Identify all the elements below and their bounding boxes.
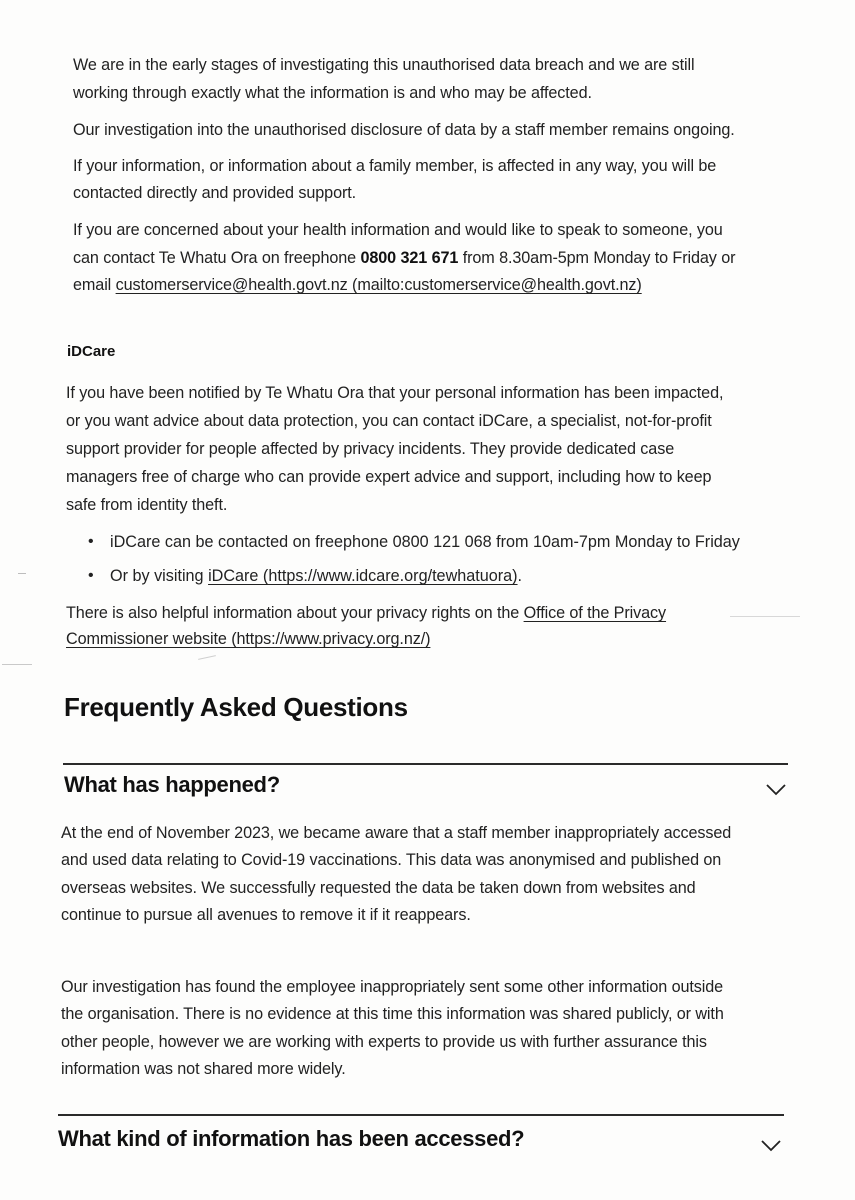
intro-paragraph-3-line-2: contacted directly and provided support. — [73, 184, 357, 202]
intro-paragraph-4-line-2 — [73, 245, 735, 271]
privacy-info-line-2 — [66, 626, 430, 652]
idcare-body-line-3: support provider for people affected by privacy incidents. They provide dedicated case — [66, 440, 675, 458]
contact-text-post: from 8.30am-5pm Monday to Friday or — [458, 249, 736, 267]
intro-paragraph-1-line-2: working through exactly what the information is and who may be affected. — [73, 84, 592, 102]
chevron-down-icon[interactable] — [760, 1139, 782, 1153]
intro-paragraph-3-line-1: If your information, or information about a family member, is affected in any way, you will be — [73, 157, 717, 175]
answer-1-p1-line-1: At the end of November 2023, we became aware that a staff member inappropriately accessed — [61, 824, 732, 842]
answer-1-p1-line-2: and used data relating to Covid-19 vaccinations. This data was anonymised and published on — [61, 851, 722, 869]
faq-question-what-has-happened[interactable]: What has happened? — [64, 772, 280, 797]
intro-paragraph-2: Our investigation into the unauthorised disclosure of data by a staff member remains ongoing. — [73, 121, 735, 139]
customer-service-email-link[interactable]: customerservice@health.govt.nz (mailto:customerservice@health.govt.nz) — [115, 276, 642, 294]
intro-paragraph-4-line-3 — [73, 272, 642, 298]
faq-divider-2 — [58, 1114, 784, 1116]
idcare-bullet-phone: • iDCare can be contacted on freephone 0800 121 068 from 10am-7pm Monday to Friday — [110, 529, 740, 555]
privacy-commissioner-link[interactable]: Office of the Privacy — [523, 604, 667, 622]
scan-artifact — [18, 573, 26, 574]
idcare-heading: iDCare — [67, 343, 116, 360]
faq-divider-1 — [63, 763, 788, 765]
scan-artifact — [198, 655, 216, 660]
intro-paragraph-1-line-1: We are in the early stages of investigating this unauthorised data breach and we are still — [73, 56, 695, 74]
answer-1-p2-line-3: other people, however we are working with experts to provide us with further assurance this — [61, 1033, 707, 1051]
intro-paragraph-4-line-1: If you are concerned about your health information and would like to speak to someone, you — [73, 221, 723, 239]
answer-1-p2-line-2: the organisation. There is no evidence at this time this information was shared publicly, or with — [61, 1005, 724, 1023]
scan-artifact — [2, 664, 32, 665]
faq-question-information-accessed[interactable]: What kind of information has been accessed? — [58, 1126, 525, 1151]
answer-1-p1-line-4: continue to pursue all avenues to remove it if it reappears. — [61, 906, 471, 924]
faq-title: Frequently Asked Questions — [64, 692, 408, 722]
email-prefix: email — [73, 276, 116, 294]
freephone-number: 0800 321 671 — [360, 249, 459, 267]
idcare-body-line-5: safe from identity theft. — [66, 496, 228, 514]
privacy-info-line-1 — [66, 600, 666, 626]
answer-1-p2-line-1: Our investigation has found the employee inappropriately sent some other information outside — [61, 978, 724, 996]
chevron-down-icon[interactable] — [765, 783, 787, 797]
answer-1-p1-line-3: overseas websites. We successfully requested the data be taken down from websites and — [61, 879, 696, 897]
idcare-body-line-1: If you have been notified by Te Whatu Ora that your personal information has been impacted, — [66, 384, 724, 402]
privacy-text-pre: There is also helpful information about your privacy rights on the — [66, 604, 524, 622]
scan-artifact — [730, 616, 800, 617]
idcare-website-link[interactable]: iDCare (https://www.idcare.org/tewhatuora) — [208, 567, 518, 585]
bullet-text-pre: Or by visiting — [110, 567, 209, 585]
bullet-text-post: . — [517, 567, 523, 585]
privacy-commissioner-link-continued[interactable]: Commissioner website (https://www.privacy.org.nz/) — [66, 630, 431, 648]
contact-text-pre: can contact Te Whatu Ora on freephone — [73, 249, 361, 267]
idcare-body-line-2: or you want advice about data protection, you can contact iDCare, a specialist, not-for-profit — [66, 412, 712, 430]
answer-1-p2-line-4: information was not shared more widely. — [61, 1060, 346, 1078]
idcare-bullet-website — [110, 563, 522, 589]
idcare-body-line-4: managers free of charge who can provide expert advice and support, including how to keep — [66, 468, 712, 486]
